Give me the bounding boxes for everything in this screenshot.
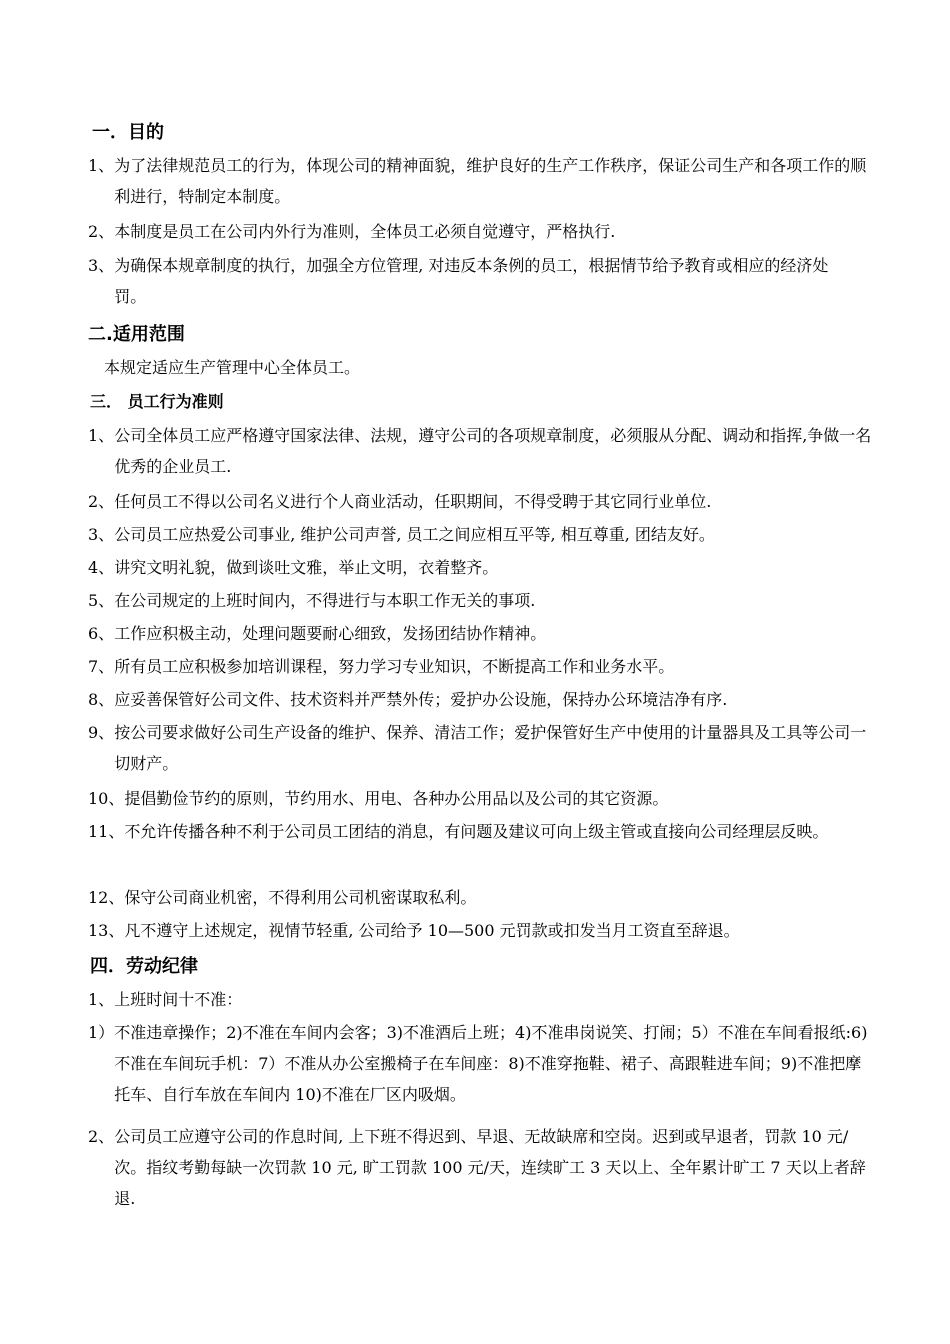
item-number: 1、 — [88, 990, 115, 1009]
section-heading-purpose: 一．目的 — [92, 122, 164, 143]
item-number: 12、 — [88, 888, 125, 907]
item-number: 4、 — [88, 558, 115, 577]
item-number: 3、 — [88, 256, 115, 275]
item-text: 保守公司商业机密，不得利用公司机密谋取私利。 — [124, 888, 477, 907]
list-item — [88, 420, 878, 482]
item-text: 按公司要求做好公司生产设备的维护、保养、清洁工作；爱护保管好生产中使用的计量器具及工具等公司一切财产。 — [114, 723, 867, 773]
item-text: 应妥善保管好公司文件、技术资料并严禁外传；爱护办公设施，保持办公环境洁净有序. — [114, 690, 728, 709]
item-text: 所有员工应积极参加培训课程，努力学习专业知识，不断提高工作和业务水平。 — [114, 657, 675, 676]
item-text: 公司员工应热爱公司事业, 维护公司声誉, 员工之间应相互平等, 相互尊重, 团结友好。 — [114, 525, 715, 544]
item-number: 11、 — [88, 822, 125, 841]
list-item — [88, 984, 878, 1015]
list-item — [88, 915, 878, 946]
section-heading-scope: 二.适用范围 — [88, 324, 185, 345]
list-item — [88, 1121, 878, 1214]
item-text: 本制度是员工在公司内外行为准则，全体员工必须自觉遵守，严格执行. — [114, 222, 616, 241]
list-item — [88, 651, 878, 682]
item-number: 2、 — [88, 222, 115, 241]
item-number: 1、 — [88, 426, 115, 445]
list-item — [88, 216, 878, 247]
item-number: 1） — [88, 1023, 115, 1042]
list-item — [88, 585, 878, 616]
item-text: 凡不遵守上述规定，视情节轻重, 公司给予 10—500 元罚款或扣发当月工资直至辞退。 — [124, 921, 740, 940]
item-text: 为确保本规章制度的执行，加强全方位管理, 对违反本条例的员工，根据情节给予教育或相应的经济处罚。 — [114, 256, 829, 306]
list-item — [88, 150, 878, 212]
item-number: 10、 — [88, 789, 125, 808]
item-text: 上班时间十不准： — [114, 990, 243, 1009]
item-text: 为了法律规范员工的行为，体现公司的精神面貌，维护良好的生产工作秩序，保证公司生产和各项工作的顺利进行，特制定本制度。 — [114, 156, 867, 206]
list-item — [88, 250, 878, 312]
list-item — [88, 717, 878, 779]
item-text: 提倡勤俭节约的原则，节约用水、用电、各种办公用品以及公司的其它资源。 — [124, 789, 669, 808]
item-number: 1、 — [88, 156, 115, 175]
list-item — [88, 618, 878, 649]
item-number: 13、 — [88, 921, 125, 940]
item-number: 8、 — [88, 690, 115, 709]
item-number: 2、 — [88, 1127, 115, 1146]
item-text: 公司全体员工应严格遵守国家法律、法规，遵守公司的各项规章制度，必须服从分配、调动和指挥,争做一名优秀的企业员工. — [114, 426, 872, 476]
item-text: 不允许传播各种不利于公司员工团结的消息，有问题及建议可向上级主管或直接向公司经理层反映。 — [124, 822, 829, 841]
item-text: 工作应积极主动，处理问题要耐心细致，发扬团结协作精神。 — [114, 624, 547, 643]
item-number: 9、 — [88, 723, 115, 742]
list-item — [88, 882, 878, 913]
item-text: 公司员工应遵守公司的作息时间, 上下班不得迟到、早退、无故缺席和空岗。迟到或早退者，罚款 10 元/次。指纹考勤每缺一次罚款 10 元, 旷工罚款 100 元/天，连续旷工 3 天以上、全年累计旷工 7 天以上者辞退. — [114, 1127, 866, 1208]
section-heading-discipline: 四．劳动纪律 — [90, 956, 198, 977]
item-number: 6、 — [88, 624, 115, 643]
scope-text: 本规定适应生产管理中心全体员工。 — [104, 358, 361, 377]
item-text: 任何员工不得以公司名义进行个人商业活动，任职期间，不得受聘于其它同行业单位. — [114, 492, 712, 511]
list-item — [88, 1017, 878, 1110]
item-text: 不准违章操作；2)不准在车间内会客；3)不准酒后上班；4)不准串岗说笑、打闹；5）不准在车间看报纸:6)不准在车间玩手机：7）不准从办公室搬椅子在车间座：8)不准穿拖鞋、裙子、高跟鞋进车间；9)不准把摩托车、自行车放在车间内 10)不准在厂区内吸烟。 — [114, 1023, 868, 1104]
item-text: 讲究文明礼貌，做到谈吐文雅，举止文明，衣着整齐。 — [114, 558, 499, 577]
item-number: 7、 — [88, 657, 115, 676]
list-item — [88, 519, 878, 550]
item-text: 在公司规定的上班时间内，不得进行与本职工作无关的事项. — [114, 591, 536, 610]
item-number: 5、 — [88, 591, 115, 610]
list-item — [88, 783, 878, 814]
item-number: 2、 — [88, 492, 115, 511]
list-item — [88, 684, 878, 715]
section-heading-conduct: 三． 员工行为准则 — [90, 392, 224, 411]
list-item — [88, 816, 878, 847]
item-number: 3、 — [88, 525, 115, 544]
list-item — [88, 486, 878, 517]
list-item — [88, 552, 878, 583]
